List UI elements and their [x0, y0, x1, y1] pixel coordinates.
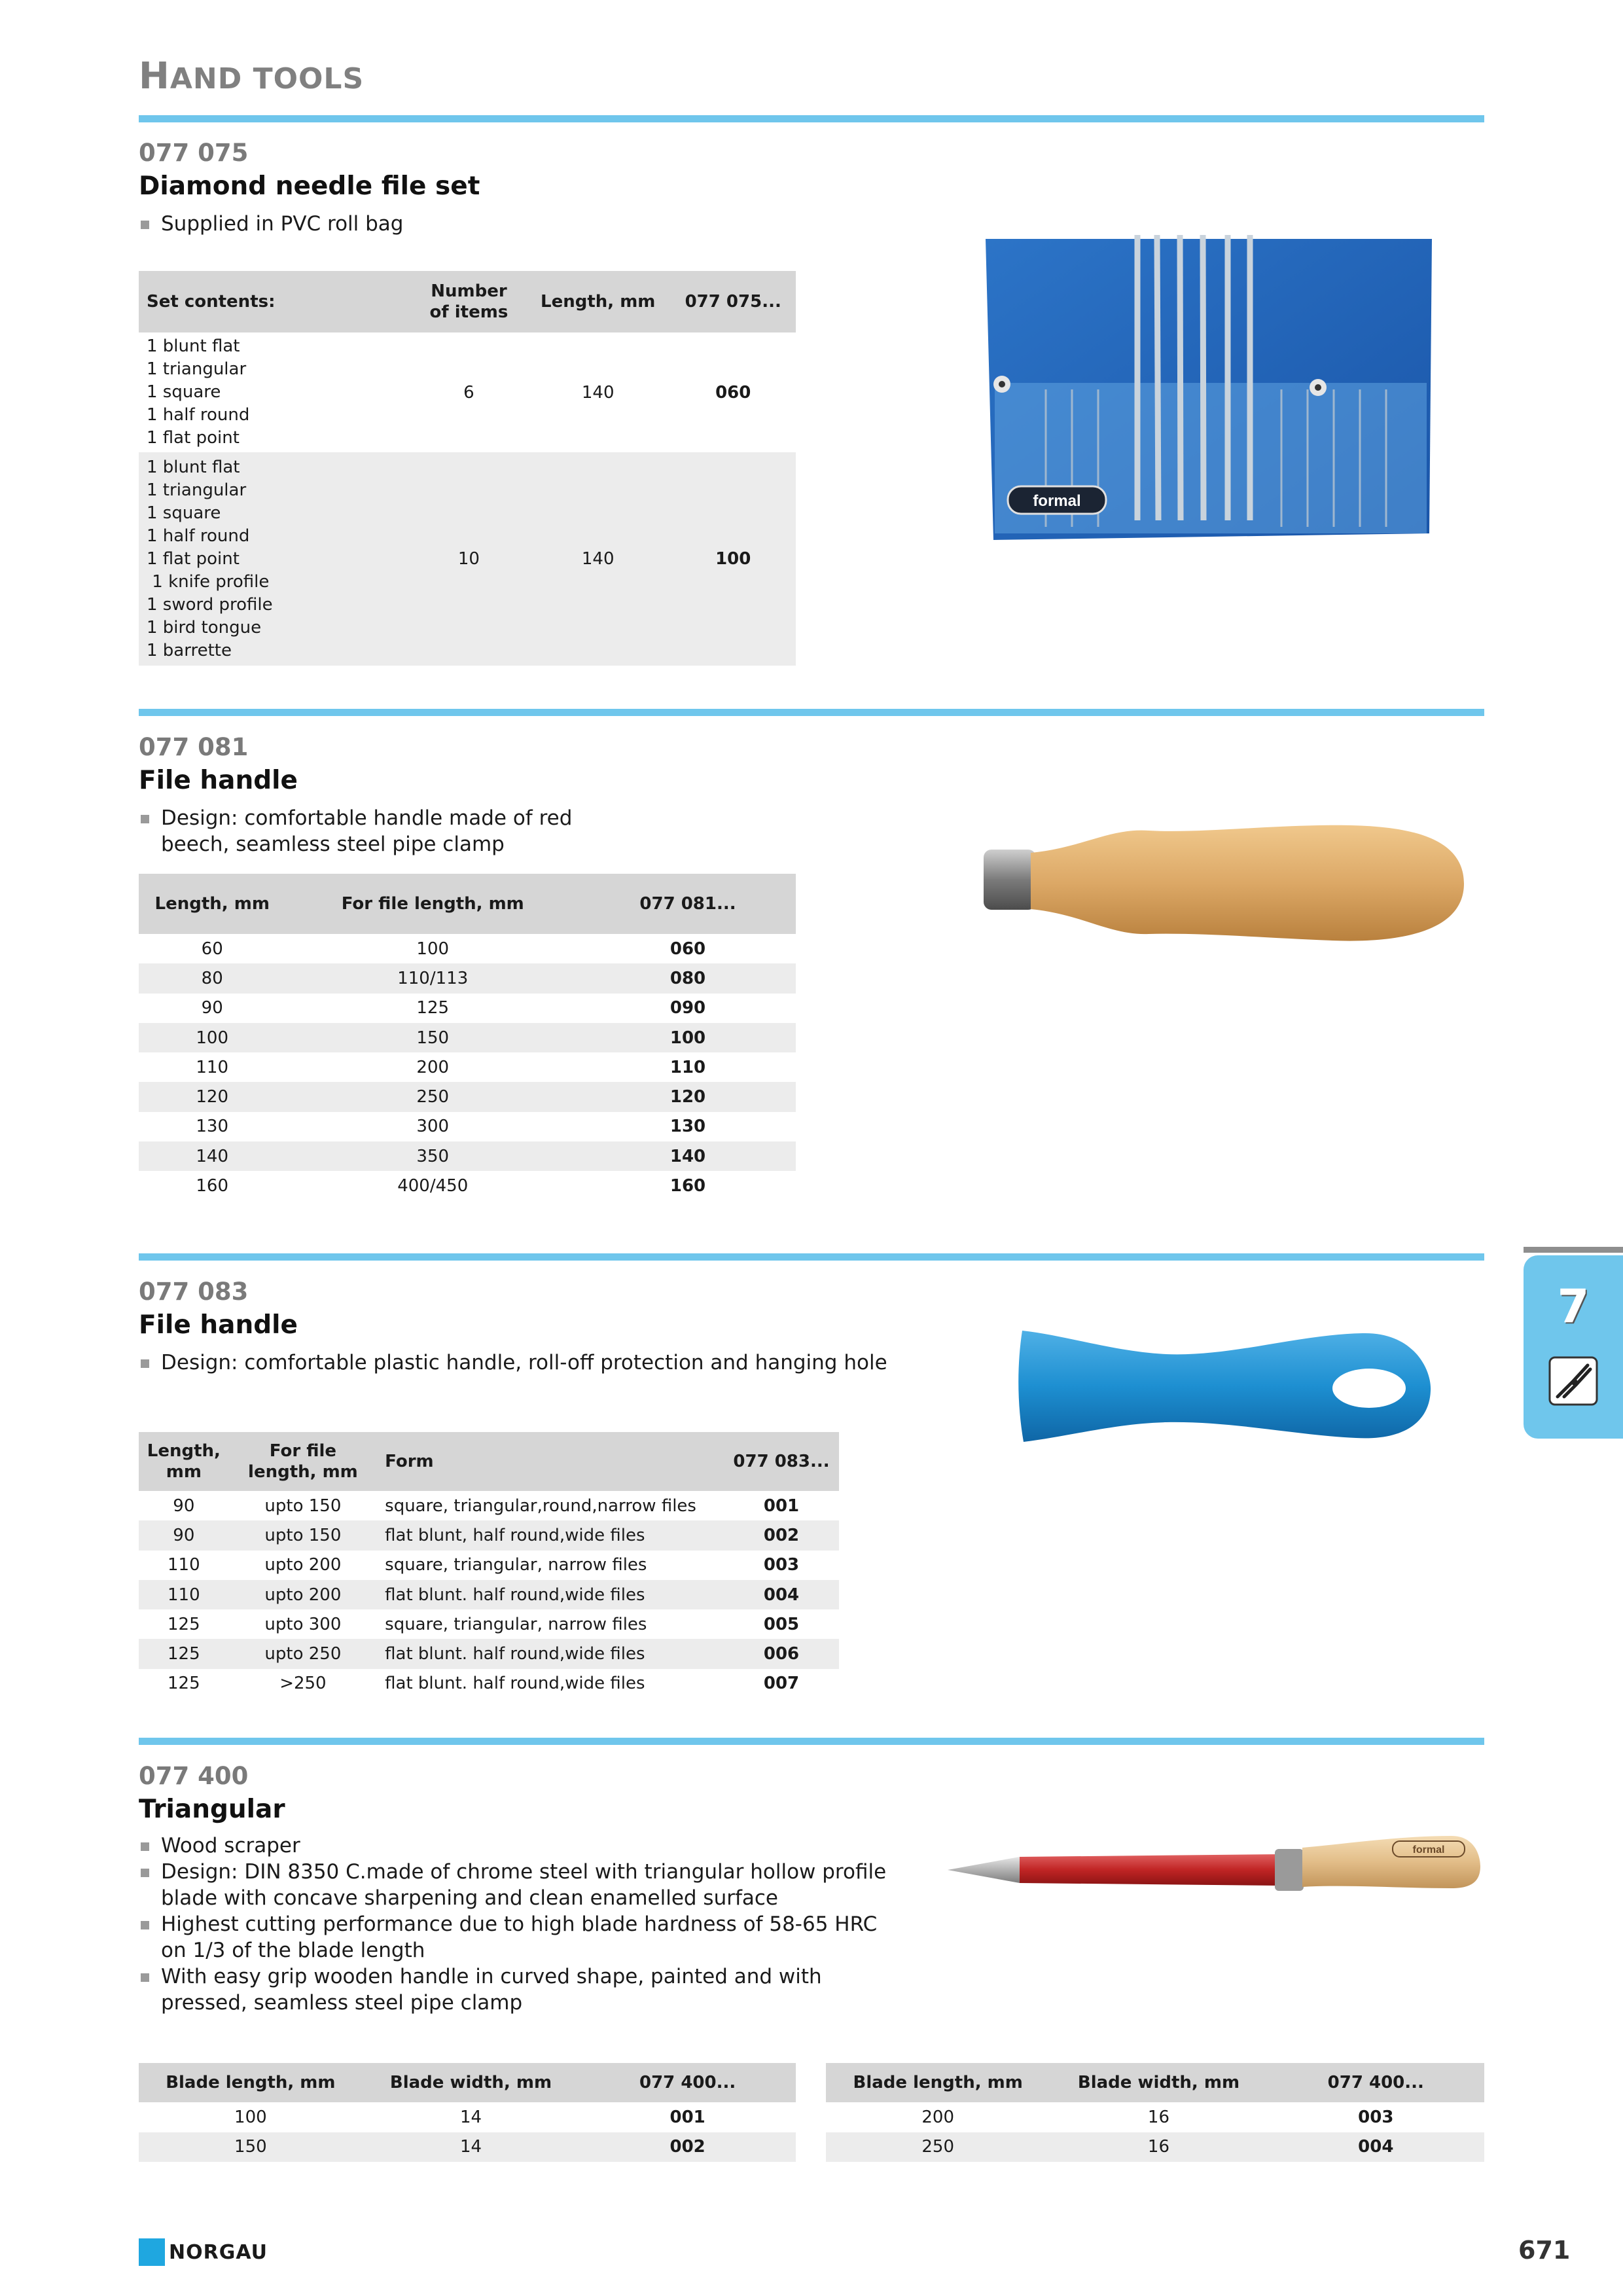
table-cell: upto 300	[264, 1614, 342, 1634]
table-cell: 14	[363, 2132, 580, 2162]
table-cell: 160	[669, 1176, 706, 1196]
table-row	[139, 1491, 839, 1520]
table-cell: 120	[139, 1082, 285, 1111]
table-cell: 100	[580, 1023, 796, 1052]
table-cell: flat blunt. half round,wide files	[385, 1674, 645, 1694]
table-cell: 90	[139, 1520, 229, 1550]
feature-item: Design: DIN 8350 C.made of chrome steel with triangular hollow profile blade with concave sharpening and clean enamelled surface	[139, 1859, 891, 1911]
table-row	[139, 1520, 839, 1550]
table-cell: upto 250	[229, 1639, 378, 1668]
product-code: 077 081	[139, 733, 249, 761]
table-cell: 60	[201, 939, 223, 959]
table-cell: 300	[416, 1117, 450, 1137]
table-body	[826, 2102, 1484, 2162]
col-header: For file length, mm	[285, 874, 580, 934]
brand-label: formal	[1412, 1844, 1445, 1856]
article-code: 060	[715, 382, 751, 403]
length-cell: 140	[526, 452, 670, 666]
col-header: Length, mm	[526, 271, 670, 332]
table-row	[139, 1141, 796, 1171]
table-cell: 90	[201, 998, 223, 1018]
pliers-icon	[1548, 1356, 1598, 1406]
table-body	[139, 934, 796, 1201]
table-cell: 100	[234, 2107, 267, 2127]
table-cell: 007	[763, 1674, 800, 1694]
chapter-number: 7	[1557, 1280, 1590, 1333]
table-cell: 200	[416, 1057, 450, 1077]
table-cell: square, triangular, narrow files	[385, 1555, 647, 1575]
product-title: File handle	[139, 1310, 298, 1340]
table-cell: 130	[196, 1117, 229, 1137]
table-row	[139, 1023, 796, 1052]
set-contents: 1 blunt flat 1 triangular 1 square 1 half round 1 flat point	[147, 336, 250, 448]
file-set-image	[980, 232, 1438, 540]
feature-list	[139, 805, 623, 857]
table-cell: 125	[416, 998, 450, 1018]
brand-name: NORGAU	[169, 2241, 268, 2264]
table-cell: 90	[173, 1496, 195, 1516]
col-header: Blade width, mm	[1050, 2063, 1267, 2102]
table-cell: square, triangular,round,narrow files	[385, 1496, 696, 1516]
product-code: 077 083	[139, 1278, 249, 1306]
items-cell: 6	[463, 382, 474, 403]
feature-list	[139, 1833, 891, 2016]
spec-table	[139, 271, 796, 666]
spec-table-left	[139, 2063, 796, 2162]
product-code: 077 075	[139, 139, 249, 167]
brand-label: formal	[1033, 492, 1081, 510]
table-cell: 002	[724, 1520, 839, 1550]
table-cell: 110	[669, 1057, 706, 1077]
col-header: 077 400...	[1268, 2063, 1484, 2102]
table-cell: 110	[168, 1555, 200, 1575]
col-header: 077 400...	[579, 2063, 796, 2102]
table-cell: square, triangular, narrow files	[385, 1614, 647, 1634]
col-header: Blade length, mm	[826, 2063, 1050, 2102]
plastic-handle-image	[1016, 1325, 1435, 1443]
col-header: Set contents:	[139, 271, 412, 332]
col-header: For file length, mm	[229, 1432, 378, 1491]
table-cell: 150	[285, 1023, 580, 1052]
col-header: Blade width, mm	[363, 2063, 580, 2102]
table-cell: 250	[826, 2132, 1050, 2162]
table-body	[139, 2102, 796, 2162]
table-cell: flat blunt. half round,wide files	[377, 1639, 724, 1668]
table-row	[139, 2132, 796, 2162]
table-cell: 400/450	[397, 1176, 469, 1196]
product-title: Triangular	[139, 1795, 285, 1824]
table-cell: upto 200	[229, 1580, 378, 1609]
table-cell: >250	[279, 1674, 327, 1694]
col-header: Form	[377, 1432, 724, 1491]
col-header: 077 081...	[580, 874, 796, 934]
table-cell: 125	[168, 1614, 200, 1634]
table-row	[139, 2102, 796, 2132]
feature-item: Wood scraper	[139, 1833, 891, 1859]
table-body	[139, 1491, 839, 1698]
feature-item: Supplied in PVC roll bag	[139, 211, 924, 237]
section-rule	[139, 1738, 1484, 1745]
section-rule	[139, 709, 1484, 716]
table-cell: 001	[669, 2107, 705, 2127]
col-header: Blade length, mm	[139, 2063, 363, 2102]
table-cell: 120	[580, 1082, 796, 1111]
table-row	[139, 1551, 839, 1580]
table-cell: 060	[669, 939, 706, 959]
table-cell: 125	[168, 1674, 200, 1694]
table-cell: 125	[139, 1639, 229, 1668]
table-cell: 002	[579, 2132, 796, 2162]
table-cell: 110/113	[285, 963, 580, 993]
col-header: Length, mm	[139, 874, 285, 934]
table-row	[139, 1112, 796, 1141]
header-rule	[139, 115, 1484, 122]
product-title: Diamond needle file set	[139, 171, 480, 201]
table-cell: 350	[285, 1141, 580, 1171]
feature-item: Design: comfortable plastic handle, roll-off protection and hanging hole	[139, 1350, 990, 1376]
table-row	[139, 1052, 796, 1082]
feature-list	[139, 211, 924, 237]
col-header: Number of items	[412, 271, 526, 332]
col-header: Length, mm	[139, 1432, 229, 1491]
product-title: File handle	[139, 766, 298, 795]
page-number: 671	[1518, 2236, 1571, 2265]
col-header: 077 083...	[724, 1432, 839, 1491]
table-cell: 140	[580, 1141, 796, 1171]
table-cell: 16	[1050, 2132, 1267, 2162]
table-cell: 140	[139, 1141, 285, 1171]
table-cell: 080	[580, 963, 796, 993]
table-row	[139, 934, 796, 963]
table-cell: 16	[1147, 2107, 1170, 2127]
table-cell: 004	[724, 1580, 839, 1609]
table-row	[139, 452, 796, 666]
table-cell: flat blunt, half round,wide files	[377, 1520, 724, 1550]
table-row	[139, 963, 796, 993]
table-row	[139, 1669, 839, 1698]
table-cell: 006	[724, 1639, 839, 1668]
table-cell: upto 150	[264, 1496, 342, 1516]
table-cell: 110	[196, 1057, 229, 1077]
col-header: 077 075...	[670, 271, 796, 332]
table-cell: 001	[763, 1496, 800, 1516]
brand-logo-square	[139, 2238, 165, 2266]
table-row	[139, 1609, 839, 1639]
table-cell: 100	[139, 1023, 285, 1052]
table-cell: 090	[669, 998, 706, 1018]
table-cell: 100	[416, 939, 450, 959]
spec-table	[139, 1432, 839, 1698]
table-row	[826, 2132, 1484, 2162]
table-row	[826, 2102, 1484, 2132]
page-title: HAND TOOLS	[139, 55, 365, 98]
table-cell: 200	[921, 2107, 954, 2127]
spec-table	[139, 874, 796, 1201]
table-cell: 14	[459, 2107, 482, 2127]
table-row	[139, 1171, 796, 1200]
set-contents: 1 blunt flat 1 triangular 1 square 1 half round 1 flat point 1 knife profile 1 sword profile 1 bird tongue 1 barrette	[139, 452, 412, 666]
table-cell: 250	[285, 1082, 580, 1111]
table-cell: 160	[196, 1176, 229, 1196]
table-cell: 005	[763, 1614, 800, 1634]
table-row	[139, 1082, 796, 1111]
table-cell: 80	[139, 963, 285, 993]
feature-item: Highest cutting performance due to high blade hardness of 58-65 HRC on 1/3 of the blade length	[139, 1911, 891, 1964]
length-cell: 140	[581, 382, 615, 403]
section-rule	[139, 1253, 1484, 1261]
table-row	[139, 332, 796, 452]
table-cell: 110	[139, 1580, 229, 1609]
product-code: 077 400	[139, 1762, 249, 1790]
table-cell: 003	[1358, 2107, 1394, 2127]
feature-item: Design: comfortable handle made of red beech, seamless steel pipe clamp	[139, 805, 623, 857]
feature-item: With easy grip wooden handle in curved shape, painted and with pressed, seamless steel pipe clamp	[139, 1964, 891, 2016]
table-cell: 003	[763, 1555, 800, 1575]
table-cell: upto 200	[264, 1555, 342, 1575]
scraper-image	[941, 1829, 1484, 1895]
table-cell: upto 150	[229, 1520, 378, 1550]
items-cell: 10	[412, 452, 526, 666]
table-cell: 130	[669, 1117, 706, 1137]
table-row	[139, 1639, 839, 1668]
tab-divider	[1524, 1247, 1623, 1253]
table-row	[139, 994, 796, 1023]
wooden-handle-image	[978, 821, 1476, 946]
table-cell: flat blunt. half round,wide files	[377, 1580, 724, 1609]
article-code: 100	[670, 452, 796, 666]
spec-table-right	[826, 2063, 1484, 2162]
feature-list	[139, 1350, 990, 1376]
table-row	[139, 1580, 839, 1609]
table-cell: 150	[139, 2132, 363, 2162]
table-cell: 004	[1268, 2132, 1484, 2162]
